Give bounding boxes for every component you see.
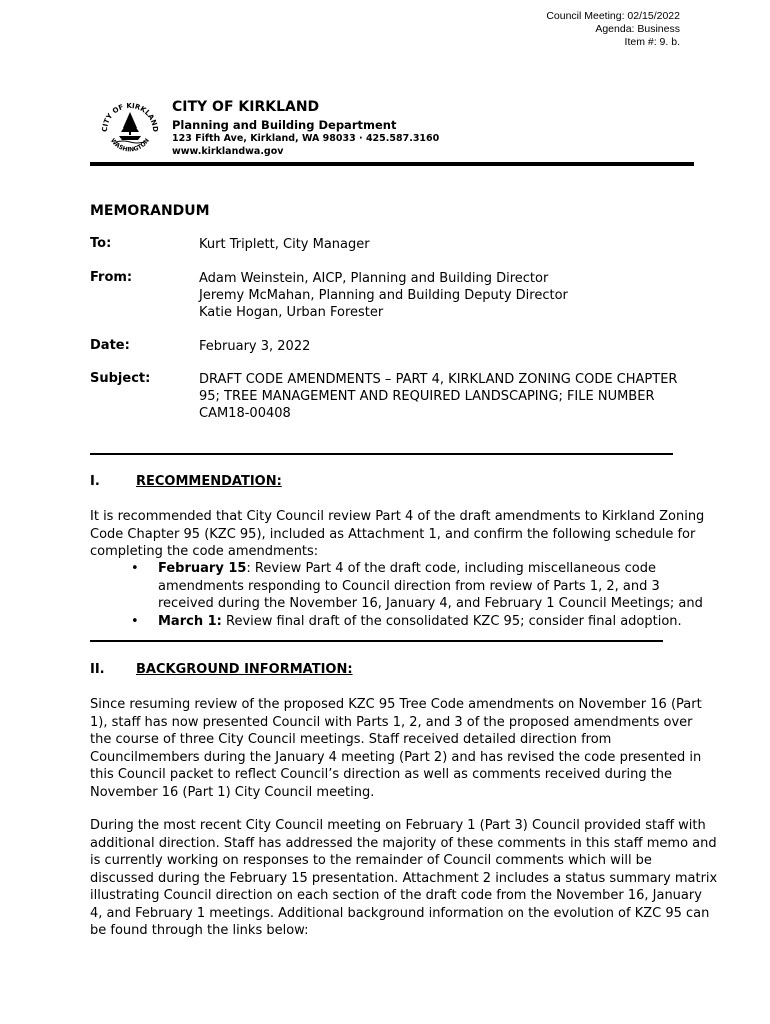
text-line: Since resuming review of the proposed KZC 95 Tree Code amendments on November 16 (Part [90, 697, 702, 712]
memo-title: MEMORANDUM [90, 203, 210, 219]
schedule-text: Review final draft of the consolidated KZC 95; consider final adoption. [221, 613, 682, 629]
text-line: additional direction. Staff has addressed the majority of these comments in this staff memo and [90, 835, 717, 851]
bullet-icon: • [131, 613, 139, 629]
date-value [199, 338, 310, 355]
city-seal-logo [99, 98, 161, 160]
meeting-date: Council Meeting: 02/15/2022 [546, 10, 680, 22]
department-address: 123 Fifth Ave, Kirkland, WA 98033 · 425.587.3160 [172, 133, 440, 144]
section-title-recommendation: RECOMMENDATION: [136, 474, 282, 489]
item-number: Item #: 9. b. [624, 36, 680, 48]
schedule-text: amendments responding to Council direction from review of Parts 1, 2, and 3 [158, 578, 660, 594]
text-line: During the most recent City Council meeting on February 1 (Part 3) Council provided staff with [90, 818, 706, 833]
section-divider [90, 640, 663, 642]
text-line: November 16 (Part 1) City Council meeting. [90, 784, 375, 800]
subject-line: DRAFT CODE AMENDMENTS – PART 4, KIRKLAND ZONING CODE CHAPTER [199, 372, 678, 387]
text-line: Councilmembers during the January 4 meeting (Part 2) and has revised the code presented in [90, 749, 702, 765]
from-line: Adam Weinstein, AICP, Planning and Building Director [199, 271, 549, 286]
date-label: Date: [90, 338, 130, 353]
department-name: Planning and Building Department [172, 118, 397, 132]
subject-label: Subject: [90, 371, 151, 386]
text-line: be found through the links below: [90, 923, 309, 938]
text-line: is currently working on responses to the remainder of Council comments which will be [90, 853, 652, 868]
section-number: I. [90, 474, 100, 489]
schedule-text: : Review Part 4 of the draft code, including miscellaneous code [246, 561, 656, 576]
text-line: 1), staff has now presented Council with Parts 1, 2, and 3 of the proposed amendments over [90, 714, 693, 730]
department-website[interactable]: www.kirklandwa.gov [172, 146, 284, 157]
recommendation-intro [90, 508, 705, 561]
text-line: Code Chapter 95 (KZC 95), included as Attachment 1, and confirm the following schedule for [90, 526, 696, 542]
text-line: 4, and February 1 meetings. Additional background information on the evolution of KZC 95 can [90, 905, 710, 921]
to-label: To: [90, 236, 112, 251]
meeting-metadata [546, 10, 680, 49]
list-item [131, 560, 703, 613]
schedule-date: February 15 [158, 561, 247, 576]
from-line: Jeremy McMahan, Planning and Building Deputy Director [199, 288, 568, 303]
schedule-list [131, 560, 703, 630]
section-number: II. [90, 662, 105, 677]
to-value [199, 236, 370, 253]
svg-text:WASHINGTON: WASHINGTON [108, 137, 152, 154]
header-divider [90, 162, 694, 166]
text-line: completing the code amendments: [90, 544, 319, 559]
svg-text:CITY OF KIRKLAND: CITY OF KIRKLAND [100, 101, 160, 133]
background-paragraph-2 [90, 817, 718, 940]
text-line: the course of three City Council meetings. Staff received detailed direction from [90, 732, 612, 747]
from-label: From: [90, 270, 133, 285]
from-line: Katie Hogan, Urban Forester [199, 305, 384, 320]
background-paragraph-1 [90, 696, 702, 801]
memo-date: February 3, 2022 [199, 339, 311, 354]
text-line: It is recommended that City Council review Part 4 of the draft amendments to Kirkland Zoning [90, 509, 705, 524]
from-value [199, 270, 568, 321]
schedule-date: March 1: [158, 613, 222, 629]
subject-line: CAM18-00408 [199, 406, 291, 421]
text-line: discussed during the February 15 presentation. Attachment 2 includes a status summary matrix [90, 870, 718, 886]
text-line: illustrating Council direction on each section of the draft code from the November 16, January [90, 888, 702, 903]
subject-line: 95; TREE MANAGEMENT AND REQUIRED LANDSCAPING; FILE NUMBER [199, 389, 655, 404]
text-line: this Council packet to reflect Council’s direction as well as comments received during the [90, 767, 673, 782]
subject-value [199, 371, 677, 422]
city-name: CITY OF KIRKLAND [172, 99, 320, 115]
list-item [131, 613, 703, 631]
schedule-text: received during the November 16, January 4, and February 1 Council Meetings; and [158, 596, 703, 611]
memo-header-divider [90, 453, 673, 455]
agenda-type: Agenda: Business [595, 23, 680, 35]
section-title-background: BACKGROUND INFORMATION: [136, 662, 353, 677]
bullet-icon: • [131, 561, 139, 576]
to-recipient: Kurt Triplett, City Manager [199, 237, 370, 252]
